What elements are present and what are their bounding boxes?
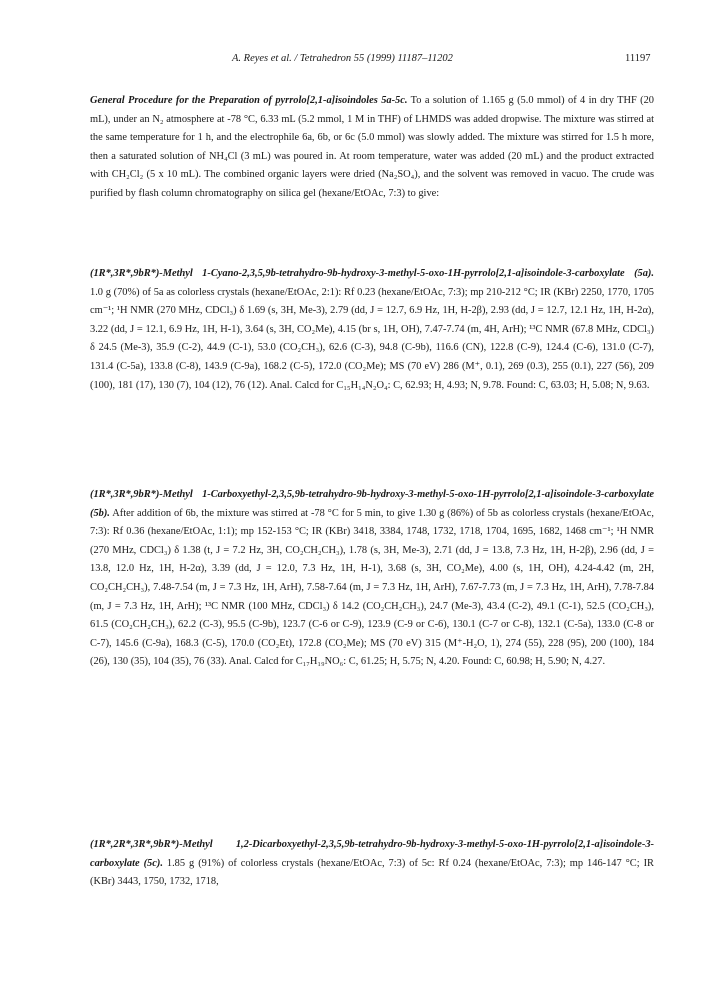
compound-5a-body: 1.0 g (70%) of 5a as colorless crystals (hexane/EtOAc, 2:1): Rf 0.23 (hexane/EtOAc, 7:3); mp 210-212 °C; IR (KBr) 2250, 1770, 1705 cm⁻¹; ¹H NMR (270 MHz, CDCl₃) δ 1.69 (s, 3H, Me-3), 2.79 (dd, J = 12.7, 6.9 Hz, 1H, H-2β), 2.93 (dd, J = 12.7, 12.1 Hz, 1H, H-2α), 3.22 (dd, J = 12.1, 6.9 Hz, 1H, H-1), 3.64 (s, 3H, CO₂Me), 4.15 (br s, 1H, OH), 7.47-7.74 (m, 4H, ArH); ¹³C NMR (67.8 MHz, CDCl₃) δ 24.5 (Me-3), 35.9 (C-2), 44.9 (C-1), 53.0 (CO₂CH₃), 62.6 (C-3), 94.8 (C-9b), 116.6 (CN), 122.8 (C-9), 124.4 (C-6), 131.0 (C-7), 131.4 (C-5a), 133.8 (C-8), 143.9 (C-9a), 168.2 (C-5), 172.0 (CO₂Me); MS (70 eV) 286 (M⁺, 0.1), 269 (0.3), 255 (0.1), 227 (56), 209 (100), 181 (17), 130 (7), 104 (12), 76 (12). Anal. Calcd for C₁₅H₁₄N₂O₄: C, 62.93; H, 4.93; N, 9.78. Found: C, 63.03; H, 5.08; N, 9.63.: [90, 286, 654, 391]
compound-5a-section: [90, 265, 654, 395]
compound-5c-heading: (1R*,2R*,3R*,9bR*)-Methyl 1,2-Dicarboxyethyl-2,3,5,9b-tetrahydro-9b-hydroxy-3-methyl-5-oxo-1H-pyrrolo[2,1-a]isoindole-3-carboxylate (5c).: [90, 839, 654, 869]
compound-5a-paragraph: [90, 265, 654, 395]
general-procedure-body: To a solution of 1.165 g (5.0 mmol) of 4 in dry THF (20 mL), under an N₂ atmosphere at -78 °C, 6.33 mL (5.2 mmol, 1 M in THF) of LHMDS was added dropwise. The mixture was stirred at the same temperature for 1 h, and the electrophile 6a, 6b, or 6c (5.0 mmol) was slowly added. The mixture was stirred for 1.5 h more, then a saturated solution of NH₄Cl (3 mL) was poured in. At room temperature, water was added (20 mL) and the product extracted with CH₂Cl₂ (5 x 10 mL). The combined organic layers were dried (Na₂SO₄), and the solvent was removed in vacuo. The crude was purified by flash column chromatography on silica gel (hexane/EtOAc, 7:3) to give:: [90, 95, 654, 199]
general-procedure-section: [90, 92, 654, 204]
compound-5b-body: After addition of 6b, the mixture was stirred at -78 °C for 5 min, to give 1.30 g (86%) of 5b as colorless crystals (hexane/EtOAc, 7:3): Rf 0.36 (hexane/EtOAc, 1:1); mp 152-153 °C; IR (KBr) 3418, 3384, 1748, 1732, 1718, 1704, 1695, 1682, 1468 cm⁻¹; ¹H NMR (270 MHz, CDCl₃) δ 1.38 (t, J = 7.2 Hz, 3H, CO₂CH₂CH₃), 1.78 (s, 3H, Me-3), 2.71 (dd, J = 13.8, 7.3 Hz, 1H, H-2β), 2.96 (dd, J = 13.8, 12.0 Hz, 1H, H-2α), 3.39 (dd, J = 12.0, 7.3 Hz, 1H, H-1), 3.68 (s, 3H, CO₂Me), 4.00 (s, 1H, OH), 4.24-4.42 (m, 2H, CO₂CH₂CH₃), 7.48-7.54 (m, J = 7.3 Hz, 1H, ArH), 7.58-7.64 (m, J = 7.3 Hz, 1H, ArH), 7.67-7.73 (m, J = 7.3 Hz, 1H, ArH), 7.78-7.84 (m, J = 7.3 Hz, 1H, ArH); ¹³C NMR (100 MHz, CDCl₃) δ 14.2 (CO₂CH₂CH₃), 24.7 (Me-3), 43.4 (C-2), 49.1 (C-1), 52.5 (CO₂CH₃), 61.5 (CO₂CH₂CH₃), 62.2 (C-3), 95.5 (C-9b), 123.7 (C-6 or C-9), 123.9 (C-9 or C-6), 130.1 (C-7 or C-8), 132.1 (C-5a), 133.0 (C-8 or C-7), 145.6 (C-9a), 168.3 (C-5), 170.0 (CO₂Et), 172.8 (CO₂Me); MS (70 eV) 315 (M⁺-H₂O, 1), 274 (55), 228 (95), 200 (100), 184 (26), 130 (35), 104 (35), 76 (33). Anal. Calcd for C₁₇H₁₉NO₆: C, 61.25; H, 5.75; N, 4.20. Found: C, 60.98; H, 5.90; N, 4.27.: [90, 507, 654, 668]
compound-5a-heading: (1R*,3R*,9bR*)-Methyl 1-Cyano-2,3,5,9b-tetrahydro-9b-hydroxy-3-methyl-5-oxo-1H-pyrrolo[2,1-a]isoindole-3-carboxylate (5a).: [90, 268, 654, 279]
compound-5b-heading: (1R*,3R*,9bR*)-Methyl 1-Carboxyethyl-2,3,5,9b-tetrahydro-9b-hydroxy-3-methyl-5-oxo-1H-pyrrolo[2,1-a]isoindole-3-carboxylate (5b).: [90, 489, 654, 519]
running-head: [0, 53, 720, 69]
compound-5b-section: [90, 486, 654, 672]
general-procedure-heading: General Procedure for the Preparation of pyrrolo[2,1-a]isoindoles 5a-5c.: [90, 95, 408, 106]
running-head-title: A. Reyes et al. / Tetrahedron 55 (1999) 11187–11202: [232, 53, 453, 64]
compound-5c-paragraph: [90, 836, 654, 892]
compound-5c-section: [90, 836, 654, 892]
compound-5b-paragraph: [90, 486, 654, 672]
general-procedure-paragraph: [90, 92, 654, 204]
page-number: 11197: [625, 53, 651, 64]
compound-5c-body: 1.85 g (91%) of colorless crystals (hexane/EtOAc, 7:3) of 5c: Rf 0.24 (hexane/EtOAc, 7:3); mp 146-147 °C; IR (KBr) 3443, 1750, 1732, 1718,: [90, 857, 654, 888]
